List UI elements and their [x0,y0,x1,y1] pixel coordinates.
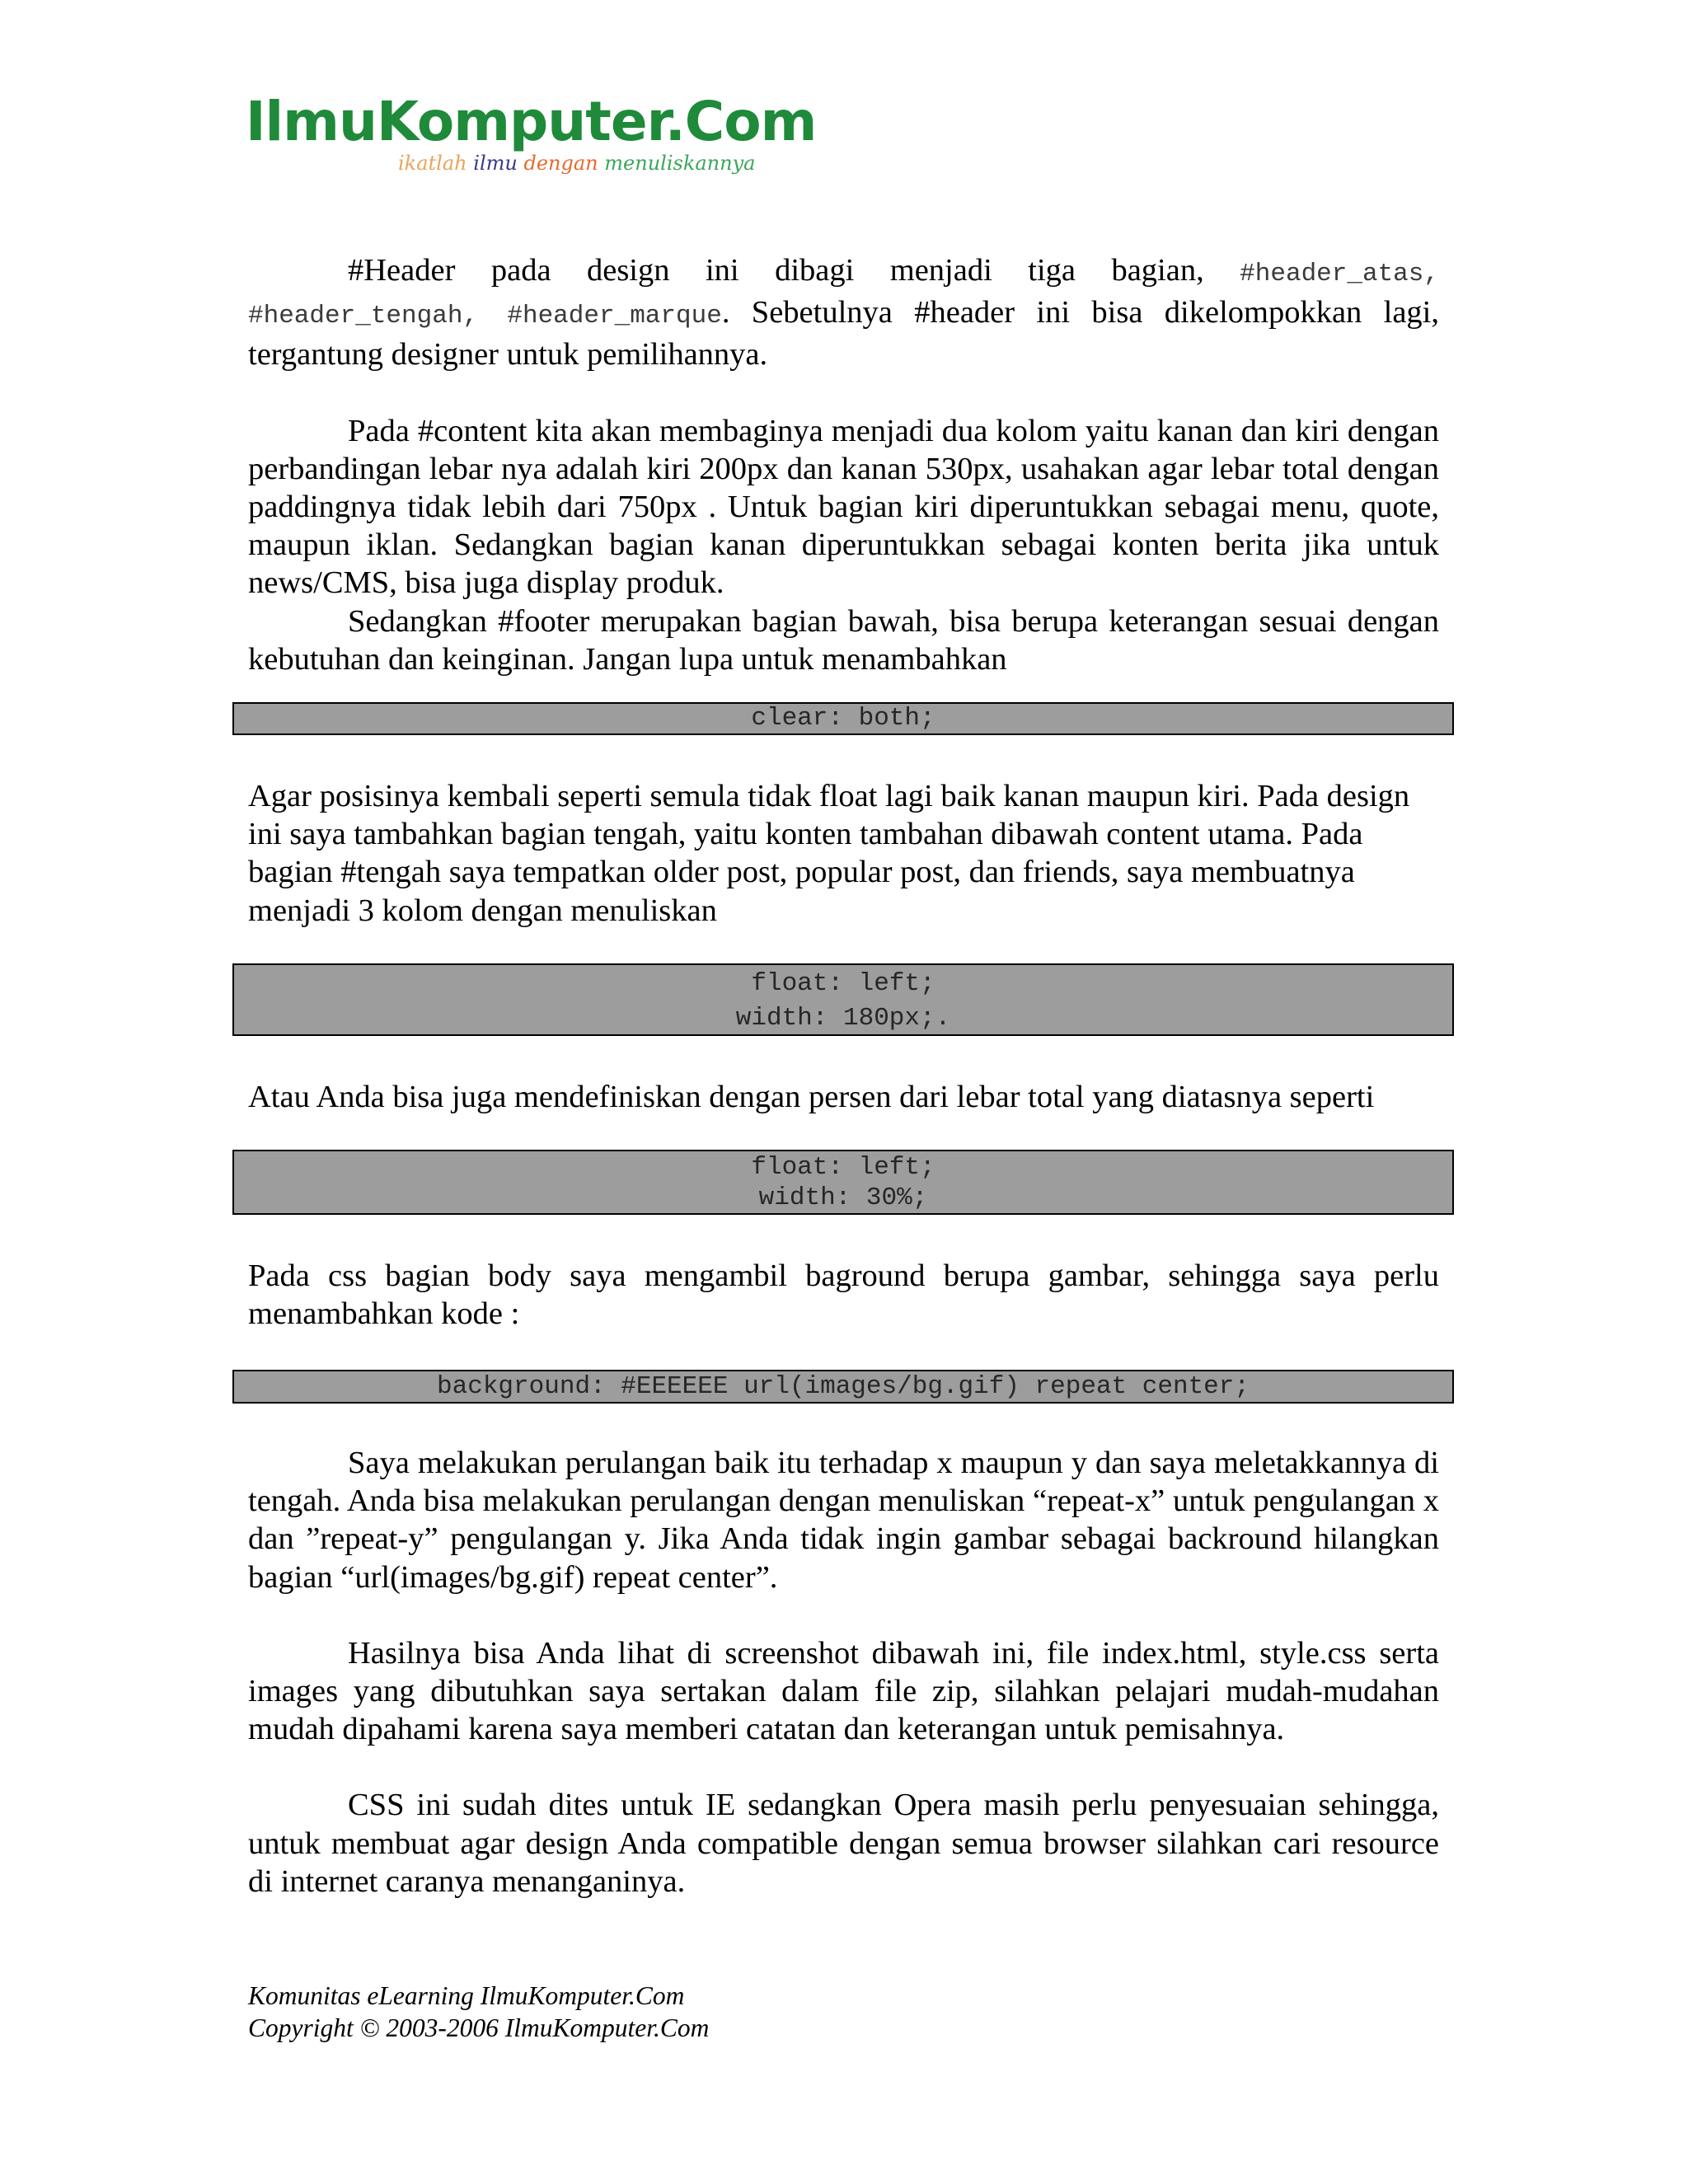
code-line: float: left; [751,1153,935,1182]
code-block-background [232,1370,1454,1404]
code-line: width: 30%; [758,1183,928,1212]
site-logo [246,89,817,188]
tagline-word: dengan [523,152,598,175]
tagline-word: ikatlah [398,152,467,175]
code-line: background: #EEEEEE url(images/bg.gif) repeat center; [437,1372,1250,1401]
logo-text: IlmuKomputer.Com [246,90,817,153]
article-body [248,251,1439,678]
code-line: float: left; [751,969,935,998]
paragraph-block [248,1444,1439,1900]
paragraph-background: Pada css bagian body saya mengambil baground berupa gambar, sehingga saya perlu menambahkan kode : [248,1258,1439,1332]
paragraph-result: Hasilnya bisa Anda lihat di screenshot dibawah ini, file index.html, style.css serta images yang dibutuhkan saya sertakan dalam file zip, silahkan pelajari mudah-mudahan mudah dipahami karena saya memberi catatan dan keterangan untuk pemisahnya. [248,1635,1439,1747]
paragraph-footer: Sedangkan #footer merupakan bagian bawah, bisa berupa keterangan sesuai dengan kebutuhan dan keinginan. Jangan lupa untuk menambahkan [248,603,1439,677]
paragraph-percent: Atau Anda bisa juga mendefiniskan dengan persen dari lebar total yang diatasnya seperti [248,1080,1375,1114]
code-block-clear [232,702,1454,735]
paragraph-block [248,1257,1439,1333]
paragraph-compat: CSS ini sudah dites untuk IE sedangkan Opera masih perlu penyesuaian sehingga, untuk membuat agar design Anda compatible dengan semua browser silahkan cari resource di internet caranya menanganinya. [248,1788,1439,1899]
paragraph-float: Agar posisinya kembali seperti semula tidak float lagi baik kanan maupun kiri. Pada design ini saya tambahkan bagian tengah, yaitu konten tambahan dibawah content utama. Pada bagian #tengah saya tempatkan older post, popular post, dan friends, saya membuatnya menjadi 3 kolom dengan menuliskan [248,779,1410,928]
code-line: clear: both; [751,704,935,733]
footer-community: Komunitas eLearning IlmuKomputer.Com [248,1981,685,2010]
paragraph-header: #Header pada design ini dibagi menjadi tiga bagian, #header_atas, #header_tengah, #header_marque. Sebetulnya #header ini bisa dikelompokkan lagi, tergantung designer untuk pemilihannya. [248,253,1440,373]
paragraph-block [248,777,1439,930]
inline-code: #header_tengah, #header_marque [248,302,722,331]
tagline-word: ilmu [473,152,518,175]
tagline-word: menuliskannya [604,152,756,175]
paragraph-block [248,1078,1439,1116]
logo-tagline [398,152,755,175]
code-line: width: 180px;. [735,1004,951,1033]
code-block-float-px [232,963,1454,1036]
paragraph-content: Pada #content kita akan membaginya menjadi dua kolom yaitu kanan dan kiri dengan perbandingan lebar nya adalah kiri 200px dan kanan 530px, usahakan agar lebar total dengan paddingnya tidak lebih dari 750px . Untuk bagian kiri diperuntukkan sebagai menu, quote, maupun iklan. Sedangkan bagian kanan diperuntukkan sebagai konten berita jika untuk news/CMS, bisa juga display produk. [248,413,1439,601]
paragraph-repeat: Saya melakukan perulangan baik itu terhadap x maupun y dan saya meletakkannya di tengah. Anda bisa melakukan perulangan dengan menuliskan “repeat-x” untuk pengulangan x dan ”repeat-y” pengulangan y. Jika Anda tidak ingin gambar sebagai backround hilangkan bagian “url(images/bg.gif) repeat center”. [248,1446,1439,1595]
inline-code: #header_atas, [1240,260,1439,288]
code-block-float-percent [232,1150,1454,1215]
page-footer [248,1980,709,2044]
footer-copyright: Copyright © 2003-2006 IlmuKomputer.Com [248,2013,710,2042]
